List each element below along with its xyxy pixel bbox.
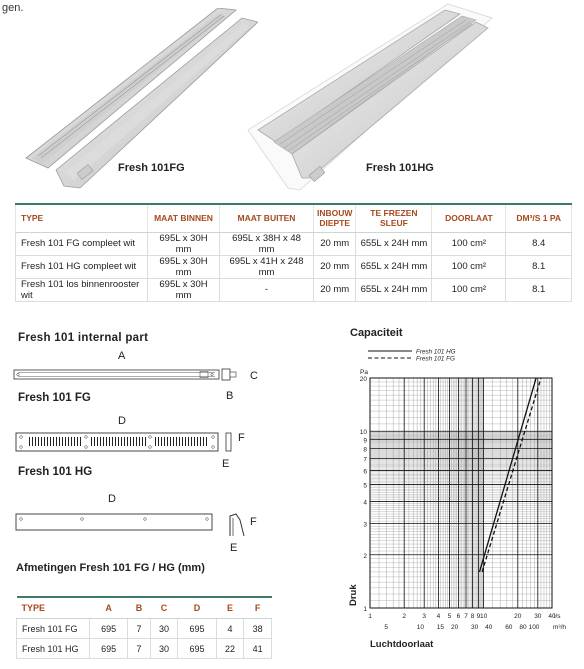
x-tick-label-secondary: 20 [450, 624, 459, 631]
x-unit-label: l/s [554, 613, 561, 620]
product-caption-fg: Fresh 101FG [118, 162, 185, 174]
product-caption-hg: Fresh 101HG [366, 162, 434, 174]
spec-header-dm3s: DM³/S 1 PA [506, 204, 572, 232]
x-tick-label: 2 [402, 613, 407, 620]
label-f-fg: F [238, 432, 245, 444]
x-tick-label-secondary: 30 [470, 624, 479, 631]
drawing-internal-part [12, 364, 252, 384]
table-cell: 4 [216, 619, 244, 639]
dim-header-c: C [150, 597, 178, 619]
dim-table-title: Afmetingen Fresh 101 FG / HG (mm) [16, 562, 205, 574]
spec-header-type: TYPE [16, 204, 148, 232]
table-cell: 695L x 30H mm [148, 232, 220, 255]
table-row [16, 278, 572, 301]
x-tick-label: 1 [368, 613, 372, 620]
y-tick-label: 20 [359, 376, 367, 383]
table-cell: 100 cm² [432, 255, 506, 278]
table-cell: 30 [150, 639, 178, 659]
table-cell: 7 [128, 619, 150, 639]
spec-header-doorlaat: DOORLAAT [432, 204, 506, 232]
spec-header-te-frezen-sleuf: TE FREZEN SLEUF [356, 204, 432, 232]
spec-header-maat-binnen: MAAT BINNEN [148, 204, 220, 232]
series-line-hg [479, 378, 536, 572]
dim-header-b: B [128, 597, 150, 619]
x-tick-label: 8 [470, 613, 475, 620]
table-cell: 38 [244, 619, 272, 639]
label-d-fg: D [118, 415, 126, 427]
label-e-hg: E [230, 542, 238, 554]
x-tick-label: 9 [476, 613, 481, 620]
y-tick-label: 9 [363, 437, 367, 445]
slot-pattern [155, 437, 209, 446]
y-tick-label: 3 [363, 521, 367, 529]
y-tick-label: 5 [363, 482, 367, 490]
table-cell: 7 [128, 639, 150, 659]
y-axis-title: Druk [348, 584, 359, 606]
table-cell: 695 [178, 619, 216, 639]
spec-header-inbouw-diepte: INBOUW DIEPTE [314, 204, 356, 232]
drawing-title: Fresh 101 internal part [18, 332, 149, 344]
x-tick-label-secondary: 5 [384, 624, 389, 631]
table-cell: 695L x 30H mm [148, 255, 220, 278]
x-tick-label: 20 [514, 613, 522, 620]
plot-frame [370, 378, 552, 608]
dim-header-f: F [244, 597, 272, 619]
dim-header-d: D [178, 597, 216, 619]
label-a: A [118, 350, 126, 362]
label-d-hg: D [108, 493, 116, 505]
x-tick-label-secondary: 40 [485, 624, 493, 631]
x-tick-label: 30 [534, 613, 542, 620]
dim-header-type: TYPE [17, 597, 90, 619]
y-tick-label: 7 [363, 456, 367, 464]
table-cell: - [220, 278, 314, 301]
dimension-table [16, 596, 272, 659]
table-cell: Fresh 101 los binnenrooster wit [16, 278, 148, 301]
table-cell: 655L x 24H mm [356, 278, 432, 301]
drawing-hg-title: Fresh 101 HG [18, 466, 93, 478]
spec-table-header [16, 204, 572, 232]
y-unit-label: Pa [360, 369, 368, 376]
table-cell: 655L x 24H mm [356, 255, 432, 278]
table-cell: 30 [150, 619, 178, 639]
chart-title: Capaciteit [350, 327, 403, 339]
label-b: B [226, 390, 234, 402]
table-row [17, 639, 272, 659]
y-tick-label: 10 [359, 429, 367, 437]
x-tick-label: 10 [479, 613, 488, 620]
table-row [16, 232, 572, 255]
slot-pattern [29, 437, 82, 446]
dim-header-e: E [216, 597, 244, 619]
table-cell: 695L x 41H x 248 mm [220, 255, 314, 278]
table-cell: 695L x 30H mm [148, 278, 220, 301]
dim-header-a: A [90, 597, 128, 619]
y-tick-label: 1 [363, 606, 367, 613]
table-cell: 695 [178, 639, 216, 659]
capacity-chart [340, 340, 584, 660]
y-tick-label: 6 [363, 468, 367, 476]
table-cell: 20 mm [314, 255, 356, 278]
x-axis-title: Luchtdoorlaat [370, 639, 434, 650]
spec-header-maat-buiten: MAAT BUITEN [220, 204, 314, 232]
x-tick-label-secondary: 15 [436, 624, 445, 631]
label-f-hg: F [250, 516, 257, 528]
x-tick-label: 40 [548, 613, 556, 620]
drawing-fg-title: Fresh 101 FG [18, 392, 91, 404]
dim-table-header [17, 597, 272, 619]
table-cell: Fresh 101 HG [17, 639, 90, 659]
table-row [17, 619, 272, 639]
x-tick-label: 7 [464, 613, 468, 620]
y-tick-label: 2 [363, 552, 367, 560]
table-cell: 20 mm [314, 232, 356, 255]
legend-label: Fresh 101 HG [416, 348, 456, 356]
x-tick-label-secondary: 10 [416, 624, 425, 631]
series-line-fg [482, 378, 541, 572]
x-tick-label: 4 [436, 613, 441, 620]
table-cell: 22 [216, 639, 244, 659]
table-cell: 8.1 [506, 255, 572, 278]
x-tick-label-secondary: 100 [528, 624, 540, 631]
table-cell: 100 cm² [432, 278, 506, 301]
table-cell: 695 [90, 639, 128, 659]
legend-label: Fresh 101 FG [416, 355, 455, 363]
table-cell: 655L x 24H mm [356, 232, 432, 255]
table-cell: 20 mm [314, 278, 356, 301]
x-unit-label-secondary: m³/h [553, 624, 566, 631]
y-tick-label: 4 [363, 499, 367, 507]
table-cell: 8.4 [506, 232, 572, 255]
table-cell: 41 [244, 639, 272, 659]
x-tick-label: 5 [447, 613, 452, 620]
label-e-fg: E [222, 458, 230, 470]
table-cell: 8.1 [506, 278, 572, 301]
table-cell: 100 cm² [432, 232, 506, 255]
table-cell: Fresh 101 FG [17, 619, 90, 639]
table-row [16, 255, 572, 278]
table-cell: 695 [90, 619, 128, 639]
x-tick-label: 6 [456, 613, 461, 620]
x-tick-label-secondary: 80 [519, 624, 527, 631]
y-tick-label: 8 [363, 446, 367, 454]
x-tick-label-secondary: 60 [505, 624, 513, 631]
drawing-hg-grille [14, 508, 254, 542]
table-cell: Fresh 101 HG compleet wit [16, 255, 148, 278]
slot-pattern [91, 437, 146, 446]
x-tick-label: 3 [422, 613, 427, 620]
label-c: C [250, 370, 258, 382]
spec-table [15, 203, 572, 302]
intro-fragment: gen. [2, 2, 24, 14]
table-cell: 695L x 38H x 48 mm [220, 232, 314, 255]
table-cell: Fresh 101 FG compleet wit [16, 232, 148, 255]
